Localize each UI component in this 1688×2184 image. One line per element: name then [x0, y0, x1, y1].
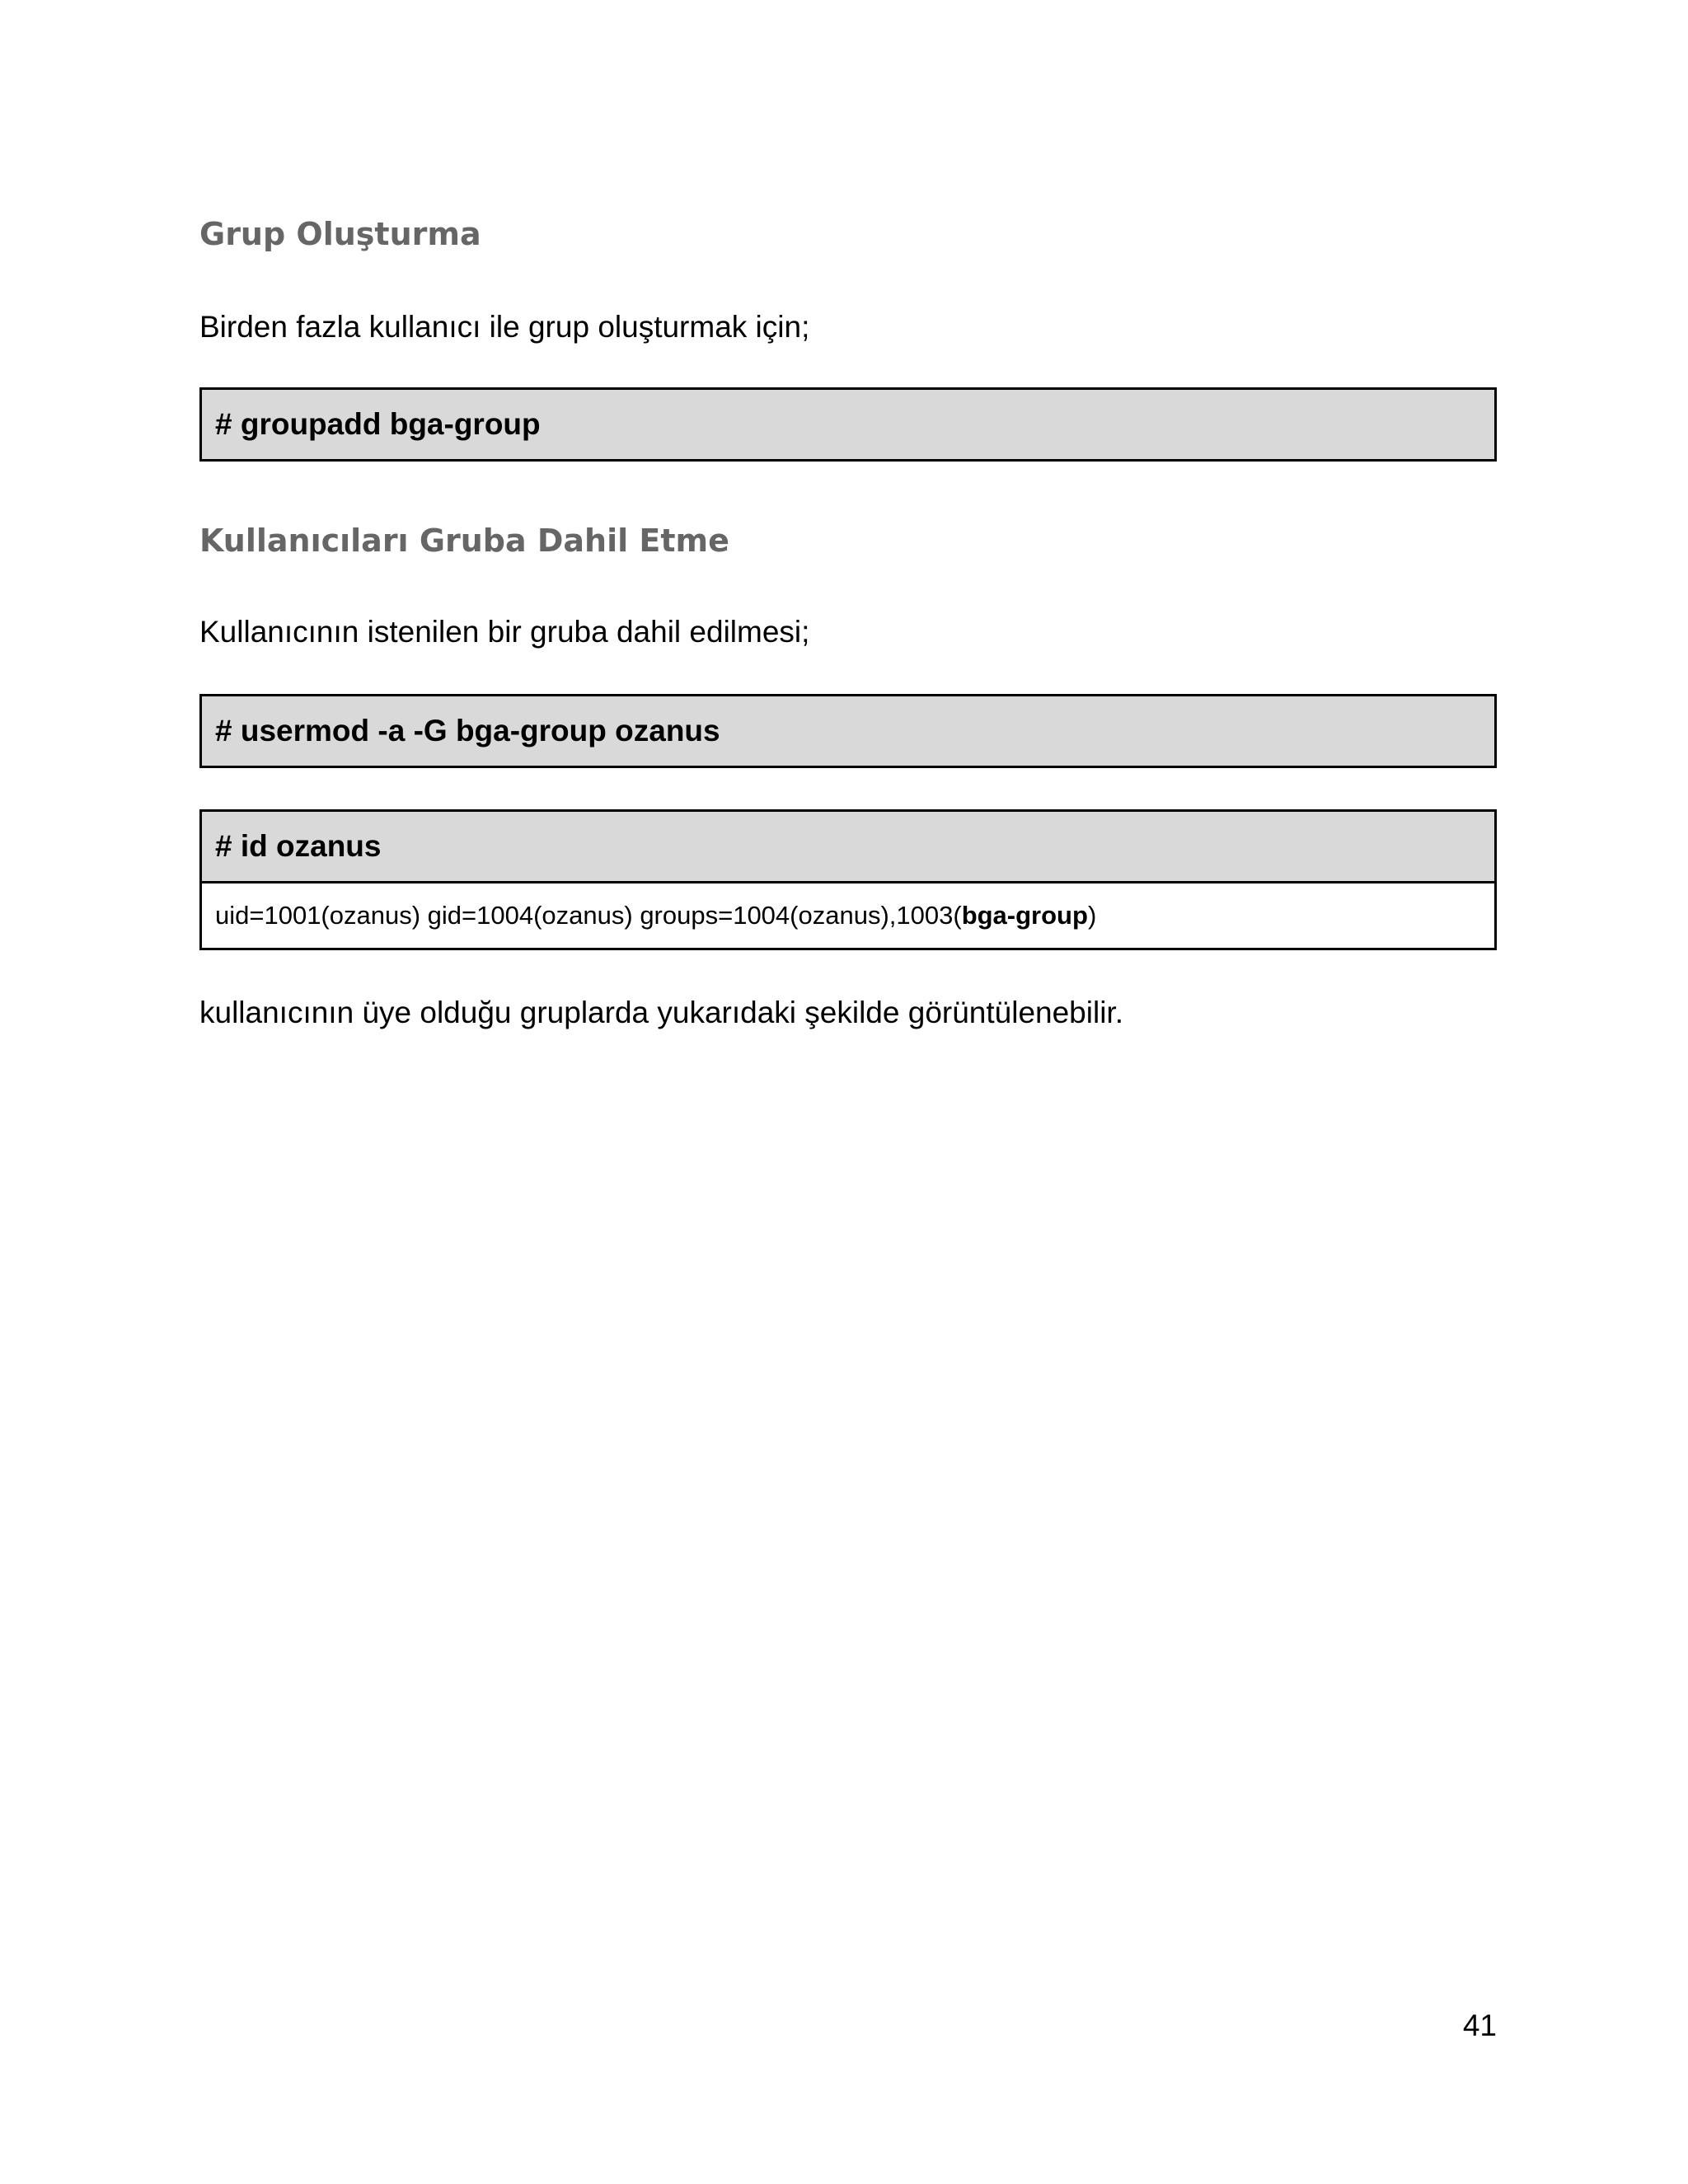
code-output-group-name: bga-group [961, 901, 1088, 930]
section-heading-add-users-to-group: Kullanıcıları Gruba Dahil Etme [199, 523, 729, 559]
closing-paragraph: kullanıcının üye olduğu gruplarda yukarıdaki şekilde görüntülenebilir. [199, 996, 1123, 1029]
code-output-prefix: uid=1001(ozanus) gid=1004(ozanus) groups=1004(ozanus),1003( [215, 901, 962, 930]
section-intro-group-creation: Birden fazla kullanıcı ile grup oluşturmak için; [199, 310, 810, 344]
code-command-groupadd: # groupadd bga-group [202, 390, 1494, 459]
code-command-id: # id ozanus [202, 812, 1494, 881]
section-heading-group-creation: Grup Oluşturma [199, 216, 481, 252]
code-output-id [202, 881, 1494, 948]
code-command-usermod: # usermod -a -G bga-group ozanus [202, 696, 1494, 766]
page-number: 41 [1462, 2008, 1497, 2042]
code-output-suffix: ) [1087, 901, 1097, 930]
code-block-groupadd [199, 387, 1497, 462]
code-block-usermod [199, 694, 1497, 768]
code-block-id [199, 809, 1497, 950]
section-intro-add-users-to-group: Kullanıcının istenilen bir gruba dahil edilmesi; [199, 615, 810, 649]
